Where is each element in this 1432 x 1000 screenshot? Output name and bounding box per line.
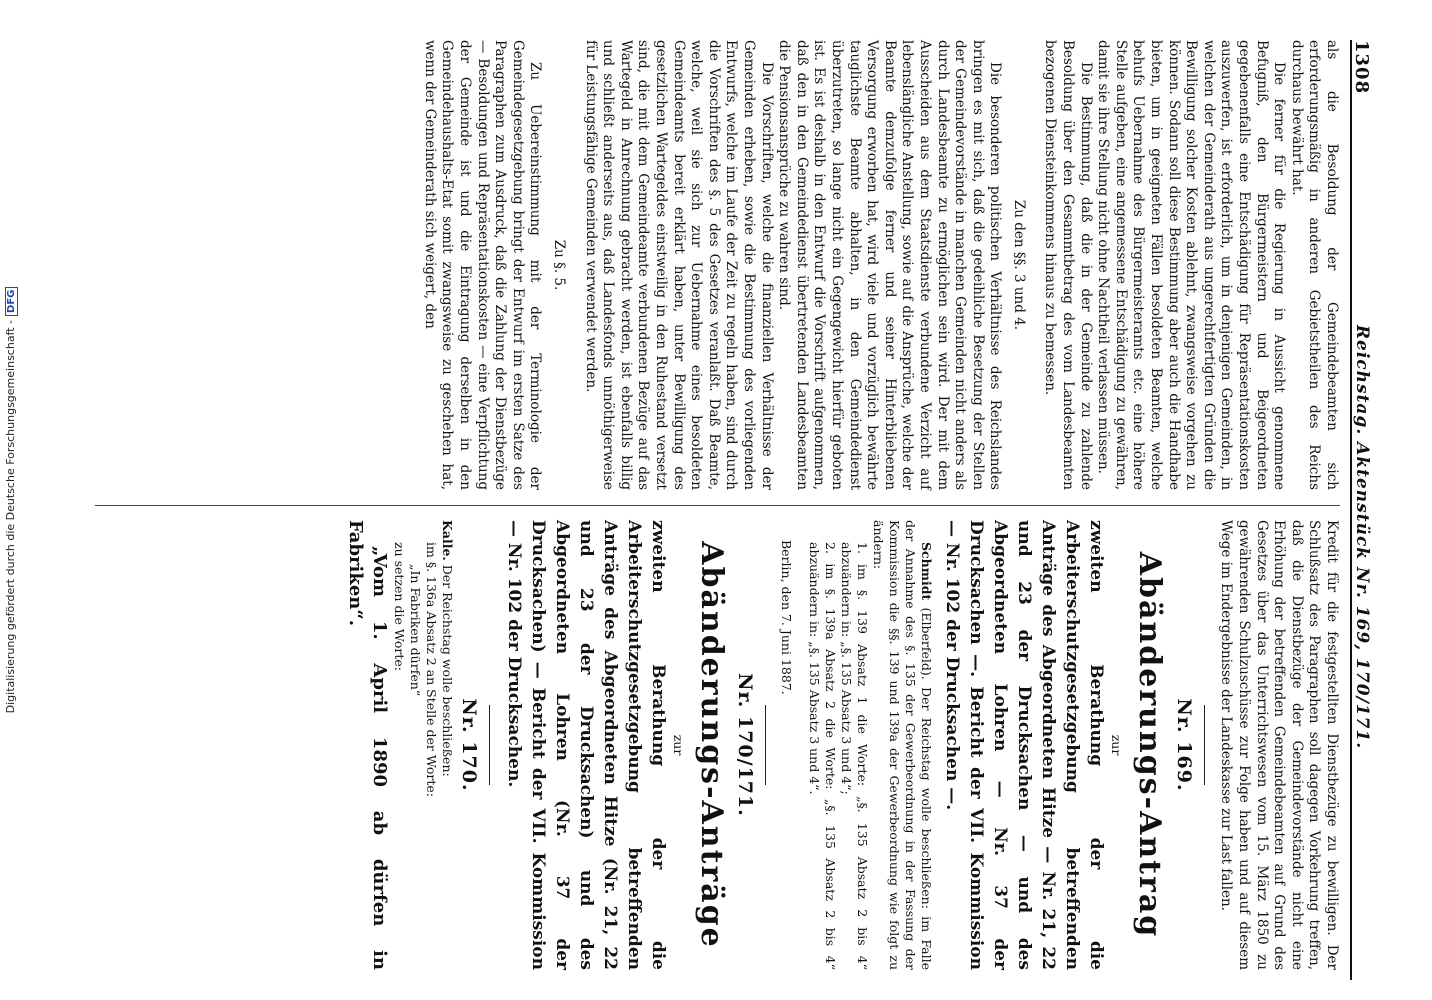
motion-text: Der Reichstag wolle beschließen: (440, 564, 456, 777)
document-number: Nr. 170/171. (734, 673, 757, 817)
motion-item: 1. im §. 139 Absatz 1 die Worte: „§. 135 Absatz 2 bis 4“ abzuändern in: „§. 135 Absatz 3 und 4“; (839, 542, 871, 970)
subtitle-connector: zur (670, 734, 686, 756)
document-number: Nr. 169. (1172, 698, 1195, 792)
running-header (1350, 40, 1380, 980)
dfg-logo: DFG (5, 287, 18, 316)
motion-subject: zweiten Berathung der die Arbeiterschutzgesetzgebung betreffenden Anträge des Abgeordneten Hitze — Nr. 21, 22 und 23 der Drucksachen — und des Abgeordneten Lohren — Nr. 37 der Drucksachen —. Bericht der VII. Kommission — Nr. 102 der Drucksachen —. (942, 520, 1107, 970)
running-title: Reichstag. Aktenstück Nr. 169, 170/171. (1351, 324, 1372, 750)
separator (1204, 705, 1205, 785)
paragraph: Die besonderen politischen Verhältnisse des Reichslandes bringen es mit sich, daß die gedeihliche Besetzung der Stellen der Gemeindevorstände in manchen Gemeinden nicht anders als durch Landesbeamte zu ermöglichen sein wird. Der mit dem Ausscheiden aus dem Staatsdienste verbundene Verzicht auf lebenslängliche Anstellung, sowie auf die Ansprüche, welche der Beamte demzufolge ferner und seiner Hinterbliebenen Versorgung erworben hat, wird viele und vorzüglich bewährte tauglichste Beamte abhalten, in den Gemeindedienst überzutreten, so lange nicht ein Gegengewicht hierfür geboten ist. Es ist deshalb in den Entwurf die Vorschrift aufgenommen, daß den in den Gemeindedienst übertretenden Landesbeamten die Pensionsansprüche zu wahren sind. (776, 40, 1004, 490)
motion-text: (Elberfeld). Der Reichstag wolle beschließen: im Falle der Annahme des §. 135 der Gewerbeordnung in der Fassung der Kommission die §§. 139 und 139a der Gewerbeordnung wie folgt zu ändern: (871, 520, 935, 971)
proposer-name: Kalle. (440, 520, 456, 561)
paragraph: Zu Uebereinstimmung mit der Terminologie der Gemeindegesetzgebung bringt der Entwurf im ersten Satze des Paragraphen zum Ausdruck, daß die Zahlung der Dienstbezüge — Besoldungen und Repräsentationskosten — eine Verpflichtung der Gemeinde ist und die Eintragung derselben in den Gemeindehaushalts-Etat somit zwangsweise zu geschehen hat, wenn der Gemeinderath sich weigert, den (421, 40, 544, 490)
document-title: Abänderungs-Antrag (1132, 551, 1168, 939)
paragraph: Kredit für die festgestellten Dienstbezüge zu bewilligen. Der Schlußsatz des Paragraphen soll dagegen Vorkehrung treffen, daß die Dienstbezüge der Gemeindevorstände nicht eine Erhöhung der betreffenden Gemeindebeamten auf Grund des Gesetzes über das Unterrichtswesen vom 15. März 1850 zu gewährenden Schulzuschüsse zur Folge haben und auf diesem Wege im Endergebnisse der Landeskasse zur Last fallen. (1218, 520, 1340, 970)
right-column (343, 520, 1340, 970)
document-number: Nr. 170. (457, 698, 480, 792)
document-title: Abänderungs-Anträge (693, 541, 729, 949)
digitization-credit-strip (0, 0, 22, 1000)
separator (765, 705, 766, 785)
digitization-credit (4, 10, 18, 990)
quoted-words: „In Fabriken dürfen“ (408, 564, 424, 697)
separator (489, 705, 490, 785)
quoted-words: „Vom 1. April 1890 ab dürfen in Fabriken“. (345, 520, 391, 970)
left-column (420, 40, 1340, 490)
credit-text: Digitalisierung gefördert durch die Deutsche Forschungsgemeinschaft - (4, 319, 17, 714)
paragraph: Die ferner für die Regierung in Aussicht genommene Befugniß, den Bürgermeistern und Beigeordneten gegebenenfalls eine Entschädigung für Repräsentationskosten auszuwerfen, ist erforderlich, um in denjenigen Gemeinden, in welchen der Gemeinderath aus ungerechtfertigten Gründen die Bewilligung solcher Kosten ablehnt, zwangsweise vorgehen zu können. Sodann soll diese Bestimmung aber auch die Handhabe bieten, um in geeigneten Fällen besoldeten Beamten, welche behufs Uebernahme des Bürgermeisteramts etc. eine höhere Stelle aufgeben, eine angemessene Entschädigung zu gewähren, damit sie ihre Stellung nicht ohne Nachtheil verlassen müssen. (1095, 40, 1288, 490)
section-heading: Zu §. 5. (551, 239, 568, 291)
section-heading: Zu den §§. 3 und 4. (1010, 199, 1027, 331)
paragraph: Die Bestimmung, daß die in der Gemeinde zu zahlende Besoldung über den Gesammtbetrag des vom Landesbeamten bezogenen Diensteinkommens hinaus zu bemessen. (1042, 40, 1094, 490)
paragraph: als die Besoldung der Gemeindebeamten sich erforderungsmäßig in anderen Gebietstheilen des Reichs durchaus bewährt hat. (1288, 40, 1340, 490)
motion-subject: zweiten Berathung der die Arbeiterschutzgesetzgebung betreffenden Anträge des Abgeordneten Hitze (Nr. 21, 22 und 23 der Drucksachen) und des Abgeordneten Lohren (Nr. 37 der Drucksachen) — Bericht der VII. Kommission — Nr. 102 der Drucksachen. (503, 520, 668, 970)
motion-item: 2. im §. 139a Absatz 2 die Worte: „§. 135 Absatz 2 bis 4“ abzuändern in: „§. 135 Absatz 3 und 4“. (807, 542, 839, 970)
scanned-page (90, 40, 1380, 980)
paragraph: Die Vorschriften, welche die finanziellen Verhältnisse der Gemeinden erheben, sowie die Bestimmung des vorliegenden Entwurfs, welche im Laufe der Zeit zu regeln haben, sind durch die Vorschriften des §. 5 des Gesetzes veranlaßt. Daß Beamte, welche, weil sie sich zur Uebernahme eines besoldeten Gemeindeamts bereit erklärt haben, unter Bewilligung des gesetzlichen Wartegeldes einstweilig in den Ruhestand versetzt sind, die mit dem Gemeindeamte verbundenen Bezüge auf das Wartegeld in Anrechnung gebracht werden, ist ebenfalls billig und schließt anderseits aus, daß Landesfonds unnöthigerweise für Leistungsfähige Gemeinden verwendet werden. (582, 40, 775, 490)
motion-text: im §. 136a Absatz 2 an Stelle der Worte: (424, 542, 440, 798)
page-number: 1308 (1350, 40, 1372, 95)
motion-text: zu setzen die Worte: (392, 542, 408, 671)
subtitle-connector: zur (1109, 734, 1125, 756)
proposer-name: Schmidt (919, 542, 935, 601)
date-line: Berlin, den 7. Juni 1887. (779, 540, 795, 695)
column-divider (95, 505, 1340, 506)
